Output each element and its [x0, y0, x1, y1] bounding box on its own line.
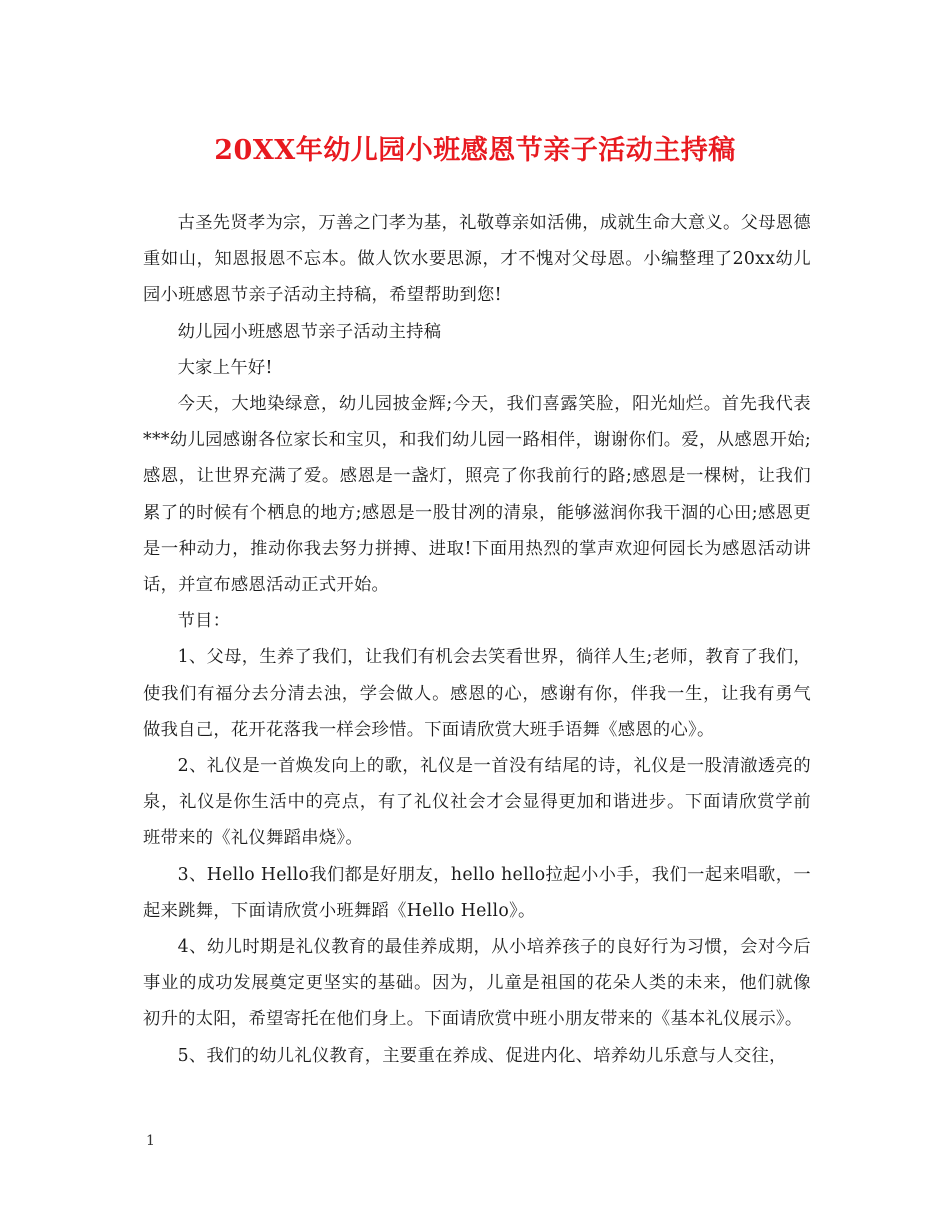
- paragraph-intro: 古圣先贤孝为宗，万善之门孝为基，礼敬尊亲如活佛，成就生命大意义。父母恩德重如山，知恩报恩不忘本。做人饮水要思源，才不愧对父母恩。小编整理了20xx幼儿园小班感恩节亲子活动主持稿，希望帮助到您!: [143, 213, 811, 306]
- paragraph-program-4: 4、幼儿时期是礼仪教育的最佳养成期，从小培养孩子的良好行为习惯，会对今后事业的成功发展奠定更坚实的基础。因为，儿童是祖国的花朵人类的未来，他们就像初升的太阳，希望寄托在他们身上。下面请欣赏中班小朋友带来的《基本礼仪展示》。: [143, 937, 811, 1030]
- paragraph-subtitle: 幼儿园小班感恩节亲子活动主持稿: [177, 321, 442, 342]
- paragraph-program-5: 5、我们的幼儿礼仪教育，主要重在养成、促进内化、培养幼儿乐意与人交往，: [177, 1045, 787, 1066]
- paragraph-program-1: 1、父母，生养了我们，让我们有机会去笑看世界，徜徉人生;老师，教育了我们，使我们有福分去分清去浊，学会做人。感恩的心，感谢有你，伴我一生，让我有勇气做我自己，花开花落我一样会珍惜。下面请欣赏大班手语舞《感恩的心》。: [143, 647, 811, 740]
- paragraph-program-2: 2、礼仪是一首焕发向上的歌，礼仪是一首没有结尾的诗，礼仪是一股清澈透亮的泉，礼仪是你生活中的亮点，有了礼仪社会才会显得更加和谐进步。下面请欣赏学前班带来的《礼仪舞蹈串烧》。: [143, 756, 811, 849]
- paragraph-greeting: 大家上午好!: [177, 357, 273, 378]
- document-title: 20XX年幼儿园小班感恩节亲子活动主持稿: [214, 135, 736, 166]
- document-body: [143, 205, 811, 1074]
- paragraph-opening: 今天，大地染绿意，幼儿园披金辉;今天，我们喜露笑脸，阳光灿烂。首先我代表***幼儿园感谢各位家长和宝贝，和我们幼儿园一路相伴，谢谢你们。爱，从感恩开始;感恩，让世界充满了爱。感恩是一盏灯，照亮了你我前行的路;感恩是一棵树，让我们累了的时候有个栖息的地方;感恩是一股甘冽的清泉，能够滋润你我干涸的心田;感恩更是一种动力，推动你我去努力拼搏、进取!下面用热烈的掌声欢迎何园长为感恩活动讲话，并宣布感恩活动正式开始。: [143, 394, 811, 596]
- page-number: 1: [146, 1133, 155, 1149]
- paragraph-program-heading: 节目：: [177, 611, 231, 632]
- paragraph-program-3: 3、Hello Hello我们都是好朋友，hello hello拉起小小手，我们一起来唱歌，一起来跳舞，下面请欣赏小班舞蹈《Hello Hello》。: [143, 864, 811, 921]
